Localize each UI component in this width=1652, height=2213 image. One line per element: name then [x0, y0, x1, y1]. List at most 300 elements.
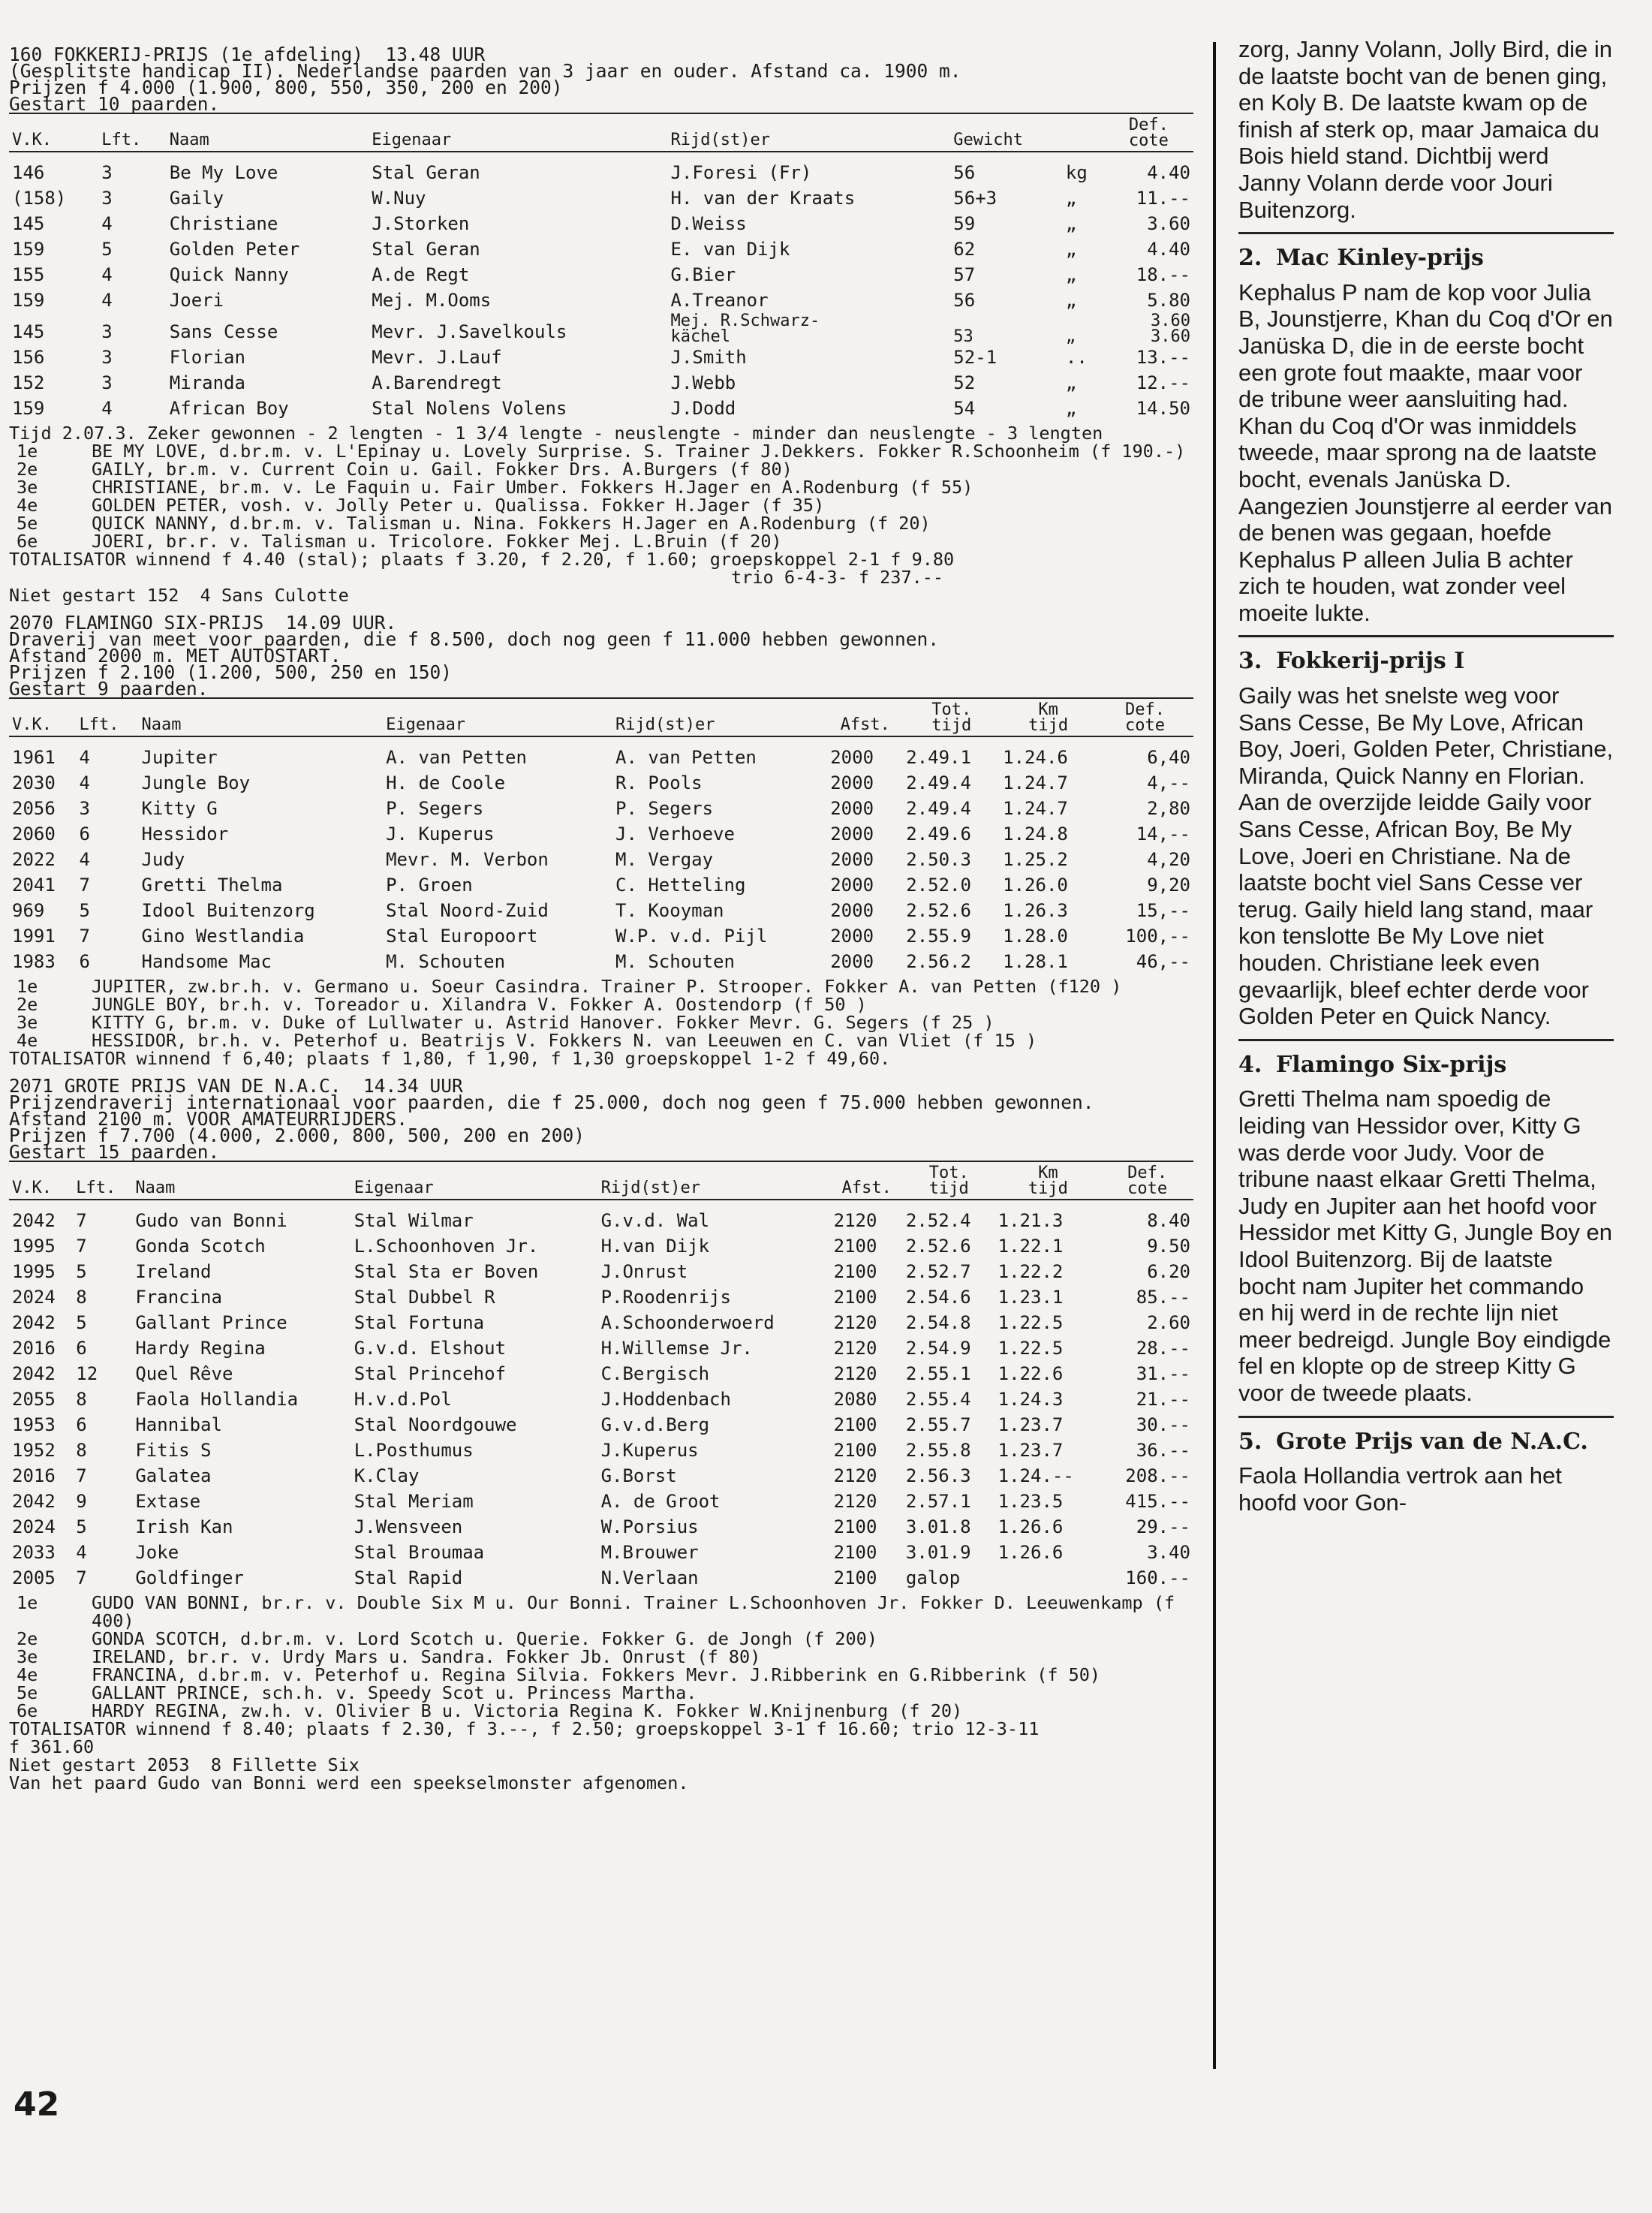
placing-text: CHRISTIANE, br.m. v. Le Faquin u. Fair Umber. Fokkers H.Jager en A.Rodenburg (f 55) — [92, 477, 973, 498]
table-cell: 1961 — [12, 747, 56, 768]
table-cell: E. van Dijk — [670, 239, 790, 260]
section-title: Flamingo Six-prijs — [1276, 1051, 1507, 1078]
table-cell: 7 — [79, 926, 90, 947]
table-cell: Hardy Regina — [135, 1338, 266, 1359]
table-cell: H. van der Kraats — [670, 188, 856, 209]
table-cell: 14.50 — [1136, 398, 1190, 419]
table-cell: 2016 — [12, 1338, 56, 1359]
table-cell: A. de Groot — [600, 1491, 721, 1512]
table-cell: 2.49.6 — [906, 823, 971, 845]
table-cell: L.Schoonhoven Jr. — [354, 1236, 539, 1257]
column-header: Naam — [141, 715, 182, 734]
table-cell: „ — [1065, 213, 1077, 234]
column-header: Km tijd — [1028, 700, 1069, 735]
table-cell: Joeri — [169, 290, 224, 311]
table-cell: 2.56.3 — [905, 1465, 971, 1486]
table-row — [9, 949, 1193, 974]
table-cell: Quel Rêve — [135, 1363, 233, 1384]
section-number: 4. — [1238, 1051, 1262, 1078]
table-row — [9, 736, 1193, 770]
table-cell: 2.60 — [1147, 1312, 1190, 1333]
placing-position: 1e — [17, 1592, 38, 1613]
table-row — [9, 898, 1193, 923]
table-cell: 2100 — [833, 1516, 877, 1537]
table-cell: Gallant Prince — [135, 1312, 287, 1333]
table-row — [9, 1387, 1193, 1412]
table-row — [9, 923, 1193, 949]
placing-text: GONDA SCOTCH, d.br.m. v. Lord Scotch u. Querie. Fokker G. de Jongh (f 200) — [92, 1628, 877, 1649]
table-cell: H.Willemse Jr. — [600, 1338, 753, 1359]
table-cell: 11.-- — [1136, 188, 1190, 209]
table-cell: 3.60 — [1147, 213, 1190, 234]
table-cell — [995, 1565, 1102, 1591]
table-cell: 2.52.4 — [905, 1210, 971, 1231]
table-cell: 2022 — [12, 849, 56, 870]
table-cell: 5 — [79, 900, 90, 921]
table-row — [9, 1463, 1193, 1489]
table-cell: 3 — [79, 798, 90, 819]
table-cell: 2024 — [12, 1287, 56, 1308]
race-title: 160 FOKKERIJ-PRIJS (1e afdeling) 13.48 UUR — [9, 44, 486, 65]
table-cell: J.Foresi (Fr) — [670, 162, 812, 183]
table-cell: 969 — [12, 900, 45, 921]
placing-text: HESSIDOR, br.h. v. Peterhof u. Beatrijs V. Fokkers N. van Leeuwen en C. van Vliet (f 15 ) — [92, 1030, 1037, 1051]
table-cell: A.de Regt — [372, 264, 470, 285]
table-cell: Stal Broumaa — [354, 1542, 485, 1563]
column-header: V.K. — [12, 715, 52, 734]
table-cell: 7 — [76, 1236, 87, 1257]
table-cell: 9.50 — [1147, 1236, 1190, 1257]
table-row — [9, 185, 1193, 211]
table-cell: A.Schoonderwoerd — [600, 1312, 775, 1333]
table-cell: 57 — [953, 264, 976, 285]
table-cell: 1.24.8 — [1003, 823, 1068, 845]
table-cell: 1.24.7 — [1003, 772, 1068, 793]
placing-text: HARDY REGINA, zw.h. v. Olivier B u. Victoria Regina K. Fokker W.Knijnenburg (f 20) — [92, 1700, 963, 1721]
table-cell: 2.49.4 — [906, 798, 971, 819]
race-header-line: Prijzen f 7.700 (4.000, 2.000, 800, 500, 200 en 200) — [9, 1125, 585, 1146]
column-header: Rijd(st)er — [600, 1179, 701, 1197]
table-cell: Mej. R.Schwarz- kächel — [670, 312, 820, 346]
section-rule — [1238, 232, 1614, 234]
placing-row — [9, 995, 1193, 1013]
table-cell: 5 — [101, 239, 113, 260]
placing-row — [9, 1702, 1193, 1720]
table-cell: 2120 — [833, 1338, 877, 1359]
placing-text: JUPITER, zw.br.h. v. Germano u. Soeur Casindra. Trainer P. Strooper. Fokker A. van Petten (f120 ) — [92, 976, 1122, 997]
placing-row — [9, 496, 1193, 514]
table-cell: 4 — [101, 213, 113, 234]
table-row — [9, 1310, 1193, 1335]
table-cell: „ — [1065, 398, 1077, 419]
table-cell: H.van Dijk — [600, 1236, 710, 1257]
table-cell: 3.01.8 — [905, 1516, 971, 1537]
table-cell: Kitty G — [141, 798, 218, 819]
table-cell: 415.-- — [1125, 1491, 1190, 1512]
placing-row — [9, 1630, 1193, 1648]
table-row — [9, 152, 1193, 185]
table-cell: G.Borst — [600, 1465, 677, 1486]
table-cell: African Boy — [169, 398, 289, 419]
table-cell: „ — [1065, 327, 1076, 346]
section-heading — [1238, 245, 1614, 272]
column-header: V.K. — [12, 131, 52, 149]
table-row — [9, 1259, 1193, 1284]
table-cell: 2.50.3 — [906, 849, 971, 870]
table-row — [9, 345, 1193, 370]
table-cell: P. Groen — [386, 875, 473, 896]
table-cell: Faola Hollandia — [135, 1389, 299, 1410]
table-cell: 2042 — [12, 1312, 56, 1333]
table-cell: A. van Petten — [386, 747, 527, 768]
column-header: Afst. — [841, 1179, 892, 1197]
table-cell: Ireland — [135, 1261, 212, 1282]
column-header: Tot. tijd — [928, 1164, 969, 1198]
table-cell: 2100 — [833, 1567, 877, 1588]
table-cell: 12.-- — [1136, 372, 1190, 393]
table-cell: 2120 — [833, 1465, 877, 1486]
race-title: 2070 FLAMINGO SIX-PRIJS 14.09 UUR. — [9, 612, 397, 634]
section-number: 3. — [1238, 648, 1262, 675]
table-cell: 4 — [79, 747, 90, 768]
table-cell: 100,-- — [1125, 926, 1190, 947]
table-row — [9, 262, 1193, 288]
column-header: Gewicht — [953, 131, 1024, 149]
table-cell: 3 — [101, 188, 113, 209]
table-cell: 46,-- — [1136, 951, 1190, 972]
placing-position: 5e — [17, 513, 38, 534]
placing-position: 1e — [17, 441, 38, 462]
table-cell: H. de Coole — [386, 772, 506, 793]
placing-row — [9, 514, 1193, 532]
table-cell: 2.55.9 — [906, 926, 971, 947]
table-cell: T. Kooyman — [615, 900, 724, 921]
table-cell: 2100 — [833, 1236, 877, 1257]
table-cell: 2056 — [12, 798, 56, 819]
table-cell: Hessidor — [141, 823, 229, 845]
section-rule — [1238, 635, 1614, 637]
table-cell: Stal Dubbel R — [354, 1287, 495, 1308]
table-cell: 4 — [79, 849, 90, 870]
table-cell: 145 — [12, 213, 45, 234]
table-cell: 2042 — [12, 1491, 56, 1512]
table-cell: 155 — [12, 264, 45, 285]
column-header: Afst. — [840, 715, 890, 734]
race-time-margins: Tijd 2.07.3. Zeker gewonnen - 2 lengten - 1 3/4 lengte - neuslengte - minder dan neuslengte - 3 lengten — [9, 423, 1103, 444]
table-row — [9, 211, 1193, 236]
table-cell: Galatea — [135, 1465, 212, 1486]
table-cell: 1.26.6 — [998, 1516, 1064, 1537]
placing-position: 2e — [17, 459, 38, 480]
table-cell: Stal Noord-Zuid — [386, 900, 549, 921]
placing-position: 1e — [17, 976, 38, 997]
table-cell: A. van Petten — [615, 747, 757, 768]
placing-position: 2e — [17, 1628, 38, 1649]
section-heading — [1238, 648, 1614, 675]
table-cell: 2120 — [833, 1210, 877, 1231]
column-header: Lft. — [101, 131, 142, 149]
table-cell: 6,40 — [1147, 747, 1190, 768]
table-cell: Gudo van Bonni — [135, 1210, 287, 1231]
table-cell: Stal Rapid — [354, 1567, 463, 1588]
placing-row — [9, 1013, 1193, 1031]
table-cell: 2120 — [833, 1363, 877, 1384]
table-cell: 2.54.9 — [905, 1338, 971, 1359]
table-cell: 1.22.1 — [998, 1236, 1064, 1257]
table-cell: 4,20 — [1147, 849, 1190, 870]
table-cell: J.Storken — [372, 213, 470, 234]
table-cell: 52 — [953, 372, 976, 393]
table-cell: 2120 — [833, 1491, 877, 1512]
table-cell: 2000 — [830, 875, 874, 896]
table-cell: 2024 — [12, 1516, 56, 1537]
table-cell: G.v.d.Berg — [600, 1414, 710, 1435]
placing-text: JUNGLE BOY, br.h. v. Toreador u. Xilandra V. Fokker A. Oostendorp (f 50 ) — [92, 994, 867, 1015]
placing-row — [9, 1684, 1193, 1702]
race-3 — [9, 1075, 1193, 1793]
section-heading — [1238, 1429, 1614, 1456]
placing-row — [9, 1648, 1193, 1666]
table-cell: Be My Love — [169, 162, 278, 183]
table-cell: J.Hoddenbach — [600, 1389, 731, 1410]
placing-position: 6e — [17, 531, 38, 552]
table-cell: 4 — [101, 398, 113, 419]
placing-position: 3e — [17, 477, 38, 498]
table-cell: 54 — [953, 398, 976, 419]
column-header: Lft. — [76, 1179, 116, 1197]
table-cell: 7 — [79, 875, 90, 896]
table-cell: G.Bier — [670, 264, 736, 285]
table-cell: 152 — [12, 372, 45, 393]
race-header-line: Prijzen f 2.100 (1.200, 500, 250 en 150) — [9, 661, 453, 683]
table-cell: G.v.d. Elshout — [354, 1338, 507, 1359]
table-cell: 12 — [76, 1363, 98, 1384]
table-cell: „ — [1065, 239, 1077, 260]
table-cell: 2.55.7 — [905, 1414, 971, 1435]
table-cell: W.Porsius — [600, 1516, 699, 1537]
table-cell: 7 — [76, 1567, 87, 1588]
table-cell: H.v.d.Pol — [354, 1389, 452, 1410]
table-cell: Florian — [169, 347, 245, 368]
table-cell: 2,80 — [1147, 798, 1190, 819]
table-cell: Mej. M.Ooms — [372, 290, 492, 311]
table-row — [9, 288, 1193, 313]
table-cell: A.Treanor — [670, 290, 769, 311]
table-cell: 2.54.6 — [905, 1287, 971, 1308]
totalisator-line: TOTALISATOR winnend f 8.40; plaats f 2.30, f 3.--, f 2.50; groepskoppel 3-1 f 16.60; trio 12-3-11 — [9, 1718, 1040, 1739]
table-cell: 1.22.5 — [998, 1312, 1064, 1333]
table-cell: 2000 — [830, 849, 874, 870]
table-cell: 6 — [79, 951, 90, 972]
table-cell: Stal Wilmar — [354, 1210, 474, 1231]
table-cell: 1953 — [12, 1414, 56, 1435]
table-cell: M. Vergay — [615, 849, 714, 870]
placing-row — [9, 478, 1193, 496]
column-header: Naam — [169, 131, 209, 149]
table-cell: 1.24.7 — [1003, 798, 1068, 819]
table-cell: 1.21.3 — [998, 1210, 1064, 1231]
table-cell: 7 — [76, 1465, 87, 1486]
table-cell: 208.-- — [1125, 1465, 1190, 1486]
table-cell: 2080 — [833, 1389, 877, 1410]
table-cell: 2.49.4 — [906, 772, 971, 793]
table-cell: C.Bergisch — [600, 1363, 710, 1384]
placing-row — [9, 1031, 1193, 1049]
table-cell: 1995 — [12, 1261, 56, 1282]
table-cell: Gaily — [169, 188, 224, 209]
commentary-intro: zorg, Janny Volann, Jolly Bird, die in de laatste bocht van de benen ging, en Koly B. De laatste kwam op de finish af sterk op, maar Jamaica du Bois hield stand. Dichtbij werd Janny Volann derde voor Jouri Buitenzorg. — [1238, 36, 1612, 223]
table-cell: 13.-- — [1136, 347, 1190, 368]
table-cell: Handsome Mac — [141, 951, 272, 972]
table-row — [9, 370, 1193, 396]
table-row — [9, 821, 1193, 847]
table-cell: 56 — [953, 290, 976, 311]
totalisator-line: trio 6-4-3- f 237.-- — [9, 567, 944, 588]
table-cell: 2.52.7 — [905, 1261, 971, 1282]
table-cell: 1.24.6 — [1003, 747, 1068, 768]
section-number: 5. — [1238, 1428, 1262, 1455]
race-2 — [9, 612, 1193, 1069]
table-cell: 2000 — [830, 900, 874, 921]
column-header: Tot. tijd — [931, 700, 972, 735]
commentary-column — [1238, 36, 1614, 1516]
table-row — [9, 796, 1193, 821]
placing-text: GALLANT PRINCE, sch.h. v. Speedy Scot u. Princess Martha. — [92, 1682, 697, 1703]
table-cell: Idool Buitenzorg — [141, 900, 315, 921]
table-cell: 2041 — [12, 875, 56, 896]
placing-position: 4e — [17, 1030, 38, 1051]
race-header-line: Prijzen f 4.000 (1.900, 800, 550, 350, 200 en 200) — [9, 77, 563, 98]
totalisator-line: Niet gestart 152 4 Sans Culotte — [9, 585, 349, 606]
table-cell: 52-1 — [953, 347, 998, 368]
table-cell: R. Pools — [615, 772, 703, 793]
placing-text: GAILY, br.m. v. Current Coin u. Gail. Fokker Drs. A.Burgers (f 80) — [92, 459, 793, 480]
table-cell: Quick Nanny — [169, 264, 289, 285]
table-cell: 59 — [953, 213, 976, 234]
table-cell: J.Webb — [670, 372, 736, 393]
table-cell: 2000 — [830, 823, 874, 845]
table-cell: 14,-- — [1136, 823, 1190, 845]
table-cell: 29.-- — [1136, 1516, 1190, 1537]
column-header: Rijd(st)er — [670, 131, 770, 149]
table-cell: 1.26.6 — [998, 1542, 1064, 1563]
table-cell: Fitis S — [135, 1440, 212, 1461]
table-cell: 9,20 — [1147, 875, 1190, 896]
table-cell: J. Verhoeve — [615, 823, 735, 845]
section-body: Gretti Thelma nam spoedig de leiding van Hessidor over, Kitty G was derde voor Judy. Voor de tribune naast elkaar Gretti Thelma, Judy en Jupiter aan het hoofd voor Hessidor met Kitty G, Jungle Boy en Idool Buitenzorg. Bij de laatste bocht nam Jupiter het commando en hij werd in de rechte lijn niet meer bedreigd. Jungle Boy eindigde fel en klopte op de streep Kitty G voor de tweede plaats. — [1238, 1085, 1612, 1406]
totalisator-line: TOTALISATOR winnend f 4.40 (stal); plaats f 3.20, f 2.20, f 1.60; groepskoppel 2-1 f 9.80 — [9, 549, 955, 570]
table-cell: Stal Noordgouwe — [354, 1414, 517, 1435]
table-cell: 2000 — [830, 747, 874, 768]
table-row — [9, 1335, 1193, 1361]
race-1 — [9, 44, 1193, 606]
table-cell: Mevr. M. Verbon — [386, 849, 549, 870]
race-header-line: (Gesplitste handicap II). Nederlandse paarden van 3 jaar en ouder. Afstand ca. 1900 m. — [9, 60, 961, 82]
table-cell: 2000 — [830, 951, 874, 972]
table-cell: Extase — [135, 1491, 201, 1512]
placing-text: GOLDEN PETER, vosh. v. Jolly Peter u. Qualissa. Fokker H.Jager (f 35) — [92, 495, 825, 516]
table-cell: 1.23.7 — [998, 1414, 1064, 1435]
table-cell: J. Kuperus — [386, 823, 495, 845]
table-cell: J.Kuperus — [600, 1440, 699, 1461]
table-cell: 2042 — [12, 1210, 56, 1231]
placing-text: QUICK NANNY, d.br.m. v. Talisman u. Nina. Fokkers H.Jager en A.Rodenburg (f 20) — [92, 513, 931, 534]
table-cell: Stal Europoort — [386, 926, 538, 947]
table-cell: J.Dodd — [670, 398, 736, 419]
column-header: Lft. — [79, 715, 119, 734]
column-header: Eigenaar — [386, 715, 466, 734]
table-cell: 2100 — [833, 1542, 877, 1563]
table-cell: 2055 — [12, 1389, 56, 1410]
table-cell: P. Segers — [386, 798, 484, 819]
page-number: 42 — [14, 2085, 60, 2124]
section-title: Fokkerij-prijs I — [1276, 648, 1465, 675]
table-cell: 5 — [76, 1312, 87, 1333]
table-cell: Mevr. J.Savelkouls — [372, 321, 567, 342]
table-cell: 2000 — [830, 772, 874, 793]
placing-position: 2e — [17, 994, 38, 1015]
table-cell: 21.-- — [1136, 1389, 1190, 1410]
table-cell: 1.23.5 — [998, 1491, 1064, 1512]
table-cell: N.Verlaan — [600, 1567, 699, 1588]
placing-text: BE MY LOVE, d.br.m. v. L'Epinay u. Lovely Surprise. S. Trainer J.Dekkers. Fokker R.Schoonheim (f 190.-) — [92, 441, 1186, 462]
column-header: Def. cote — [1125, 700, 1165, 735]
table-cell: 2.55.4 — [905, 1389, 971, 1410]
table-cell: 2.55.1 — [905, 1363, 971, 1384]
table-row — [9, 1233, 1193, 1259]
table-cell: Stal Geran — [372, 239, 480, 260]
table-cell: 2000 — [830, 926, 874, 947]
table-cell: 2.52.6 — [905, 1236, 971, 1257]
table-cell: Jungle Boy — [141, 772, 251, 793]
section-rule — [1238, 1039, 1614, 1041]
table-cell: Irish Kan — [135, 1516, 233, 1537]
section-heading — [1238, 1052, 1614, 1079]
placing-position: 4e — [17, 1664, 38, 1685]
table-row — [9, 396, 1193, 421]
placing-text: IRELAND, br.r. v. Urdy Mars u. Sandra. Fokker Jb. Onrust (f 80) — [92, 1646, 761, 1667]
table-cell: 6.20 — [1147, 1261, 1190, 1282]
table-cell: C. Hetteling — [615, 875, 746, 896]
placing-text: GUDO VAN BONNI, br.r. v. Double Six M u. Our Bonni. Trainer L.Schoonhoven Jr. Fokker D. Leeuwenkamp (f 400) — [92, 1592, 1175, 1631]
column-header: Km tijd — [1028, 1164, 1068, 1198]
table-cell: 1995 — [12, 1236, 56, 1257]
table-cell: 2100 — [833, 1414, 877, 1435]
table-cell: Sans Cesse — [169, 321, 278, 342]
table-cell: 1.25.2 — [1003, 849, 1068, 870]
placing-position: 3e — [17, 1012, 38, 1033]
table-cell: 1991 — [12, 926, 56, 947]
table-cell: Jupiter — [141, 747, 218, 768]
section-title: Grote Prijs van de N.A.C. — [1276, 1428, 1588, 1455]
table-cell: Stal Princehof — [354, 1363, 507, 1384]
table-cell: M. Schouten — [386, 951, 506, 972]
table-cell: 56 — [953, 162, 976, 183]
table-cell: 159 — [12, 239, 45, 260]
table-cell: 2100 — [833, 1287, 877, 1308]
table-cell: Gino Westlandia — [141, 926, 305, 947]
table-cell: J.Smith — [670, 347, 747, 368]
table-cell: 1.22.6 — [998, 1363, 1064, 1384]
table-cell: 3 — [101, 321, 113, 342]
table-cell: P.Roodenrijs — [600, 1287, 731, 1308]
table-cell: 4 — [79, 772, 90, 793]
table-cell: 2100 — [833, 1261, 877, 1282]
race-header-line: Draverij van meet voor paarden, die f 8.500, doch nog geen f 11.000 hebben gewonnen. — [9, 628, 940, 650]
table-cell: A.Barendregt — [372, 372, 502, 393]
table-cell: Gretti Thelma — [141, 875, 283, 896]
table-cell: 15,-- — [1136, 900, 1190, 921]
